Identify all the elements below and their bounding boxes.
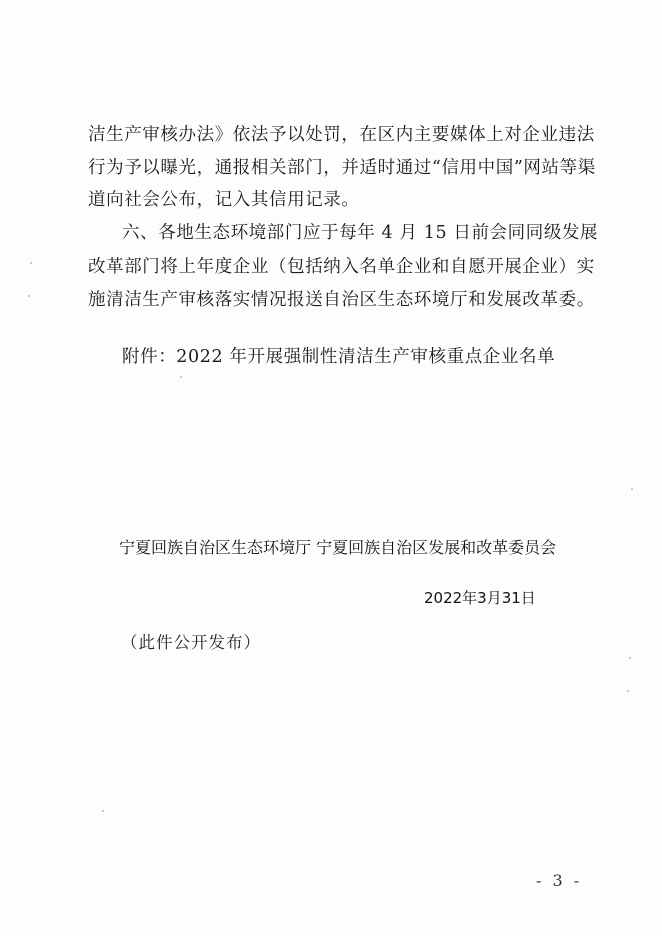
paragraph-6-line-3: 施清洁生产审核落实情况报送自治区生态环境厅和发展改革委。 (88, 290, 595, 310)
paragraph-6-line-2: 改革部门将上年度企业（包括纳入名单企业和自愿开展企业）实 (88, 257, 595, 277)
paragraph-6-line-1: 六、各地生态环境部门应于每年 4 月 15 日前会同同级发展 (122, 223, 599, 243)
issue-date: 2022年3月31日 (424, 589, 536, 607)
attachment-line: 附件：2022 年开展强制性清洁生产审核重点企业名单 (122, 347, 556, 367)
paragraph-5-line-2: 行为予以曝光，通报相关部门，并适时通过“信用中国”网站等渠 (88, 158, 596, 178)
paragraph-5-line-1: 洁生产审核办法》依法予以处罚，在区内主要媒体上对企业违法 (88, 125, 595, 145)
scan-speck (30, 262, 32, 264)
scan-speck (102, 810, 104, 812)
publication-note: （此件公开发布） (121, 633, 261, 652)
scan-speck (629, 657, 631, 659)
page-number: - 3 - (536, 871, 583, 890)
scan-speck (28, 295, 30, 297)
paragraph-5-line-3: 道向社会公布，记入其信用记录。 (88, 190, 360, 210)
issuing-authorities: 宁夏回族自治区生态环境厅 宁夏回族自治区发展和改革委员会 (119, 538, 557, 557)
scan-speck (627, 690, 629, 692)
scan-speck (631, 488, 633, 490)
scan-speck (180, 376, 182, 378)
